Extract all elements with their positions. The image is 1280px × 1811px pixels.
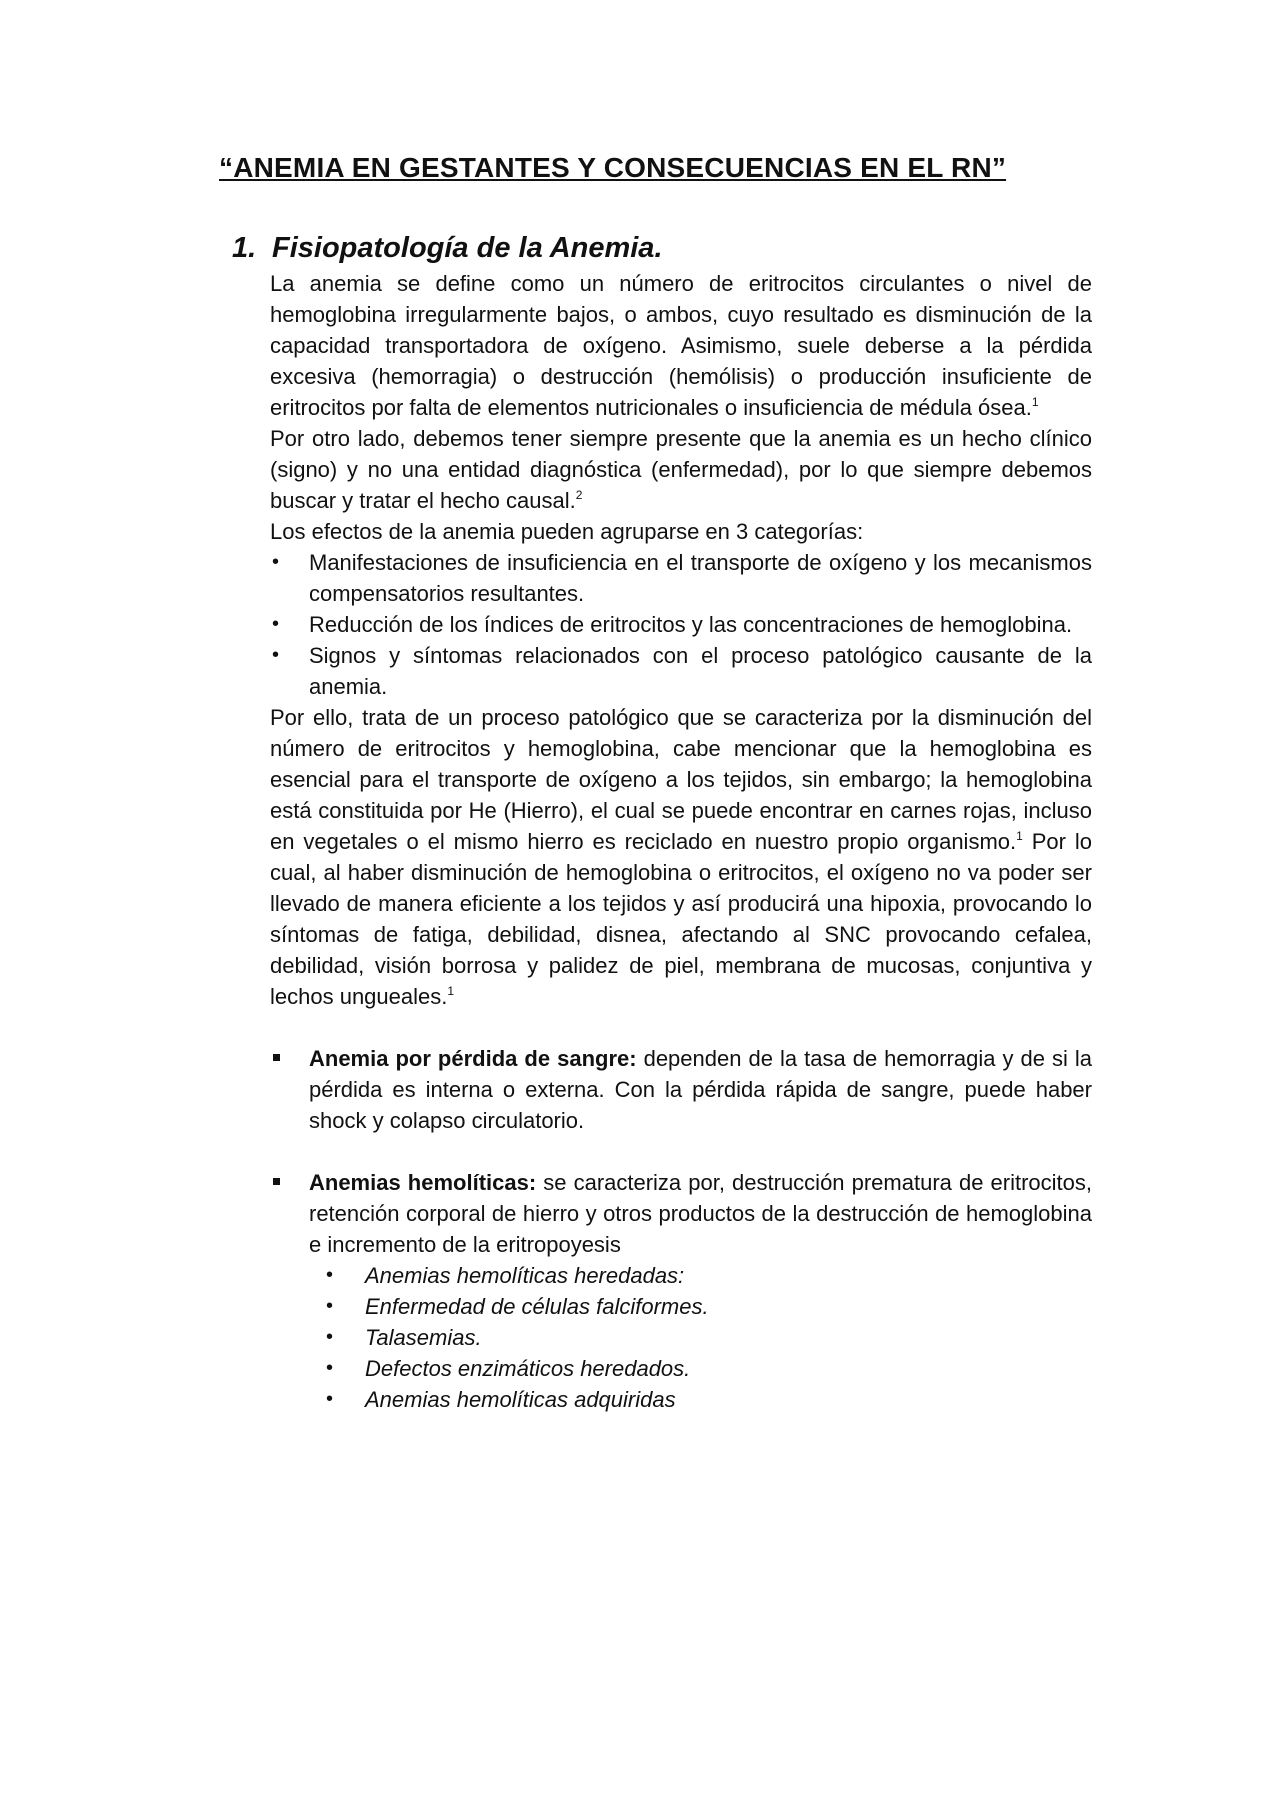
paragraph-definition-text: La anemia se define como un número de eritrocitos circulantes o nivel de hemoglobina irregularmente bajos, o ambos, cuyo resultado es disminución de la capacidad transportadora de oxígeno. Asimismo, suele deberse a la pérdida excesiva (hemorragia) o destrucción (hemólisis) o producción insuficiente de eritrocitos por falta de elementos nutricionales o insuficiencia de médula ósea.	[270, 271, 1092, 420]
list-item	[326, 1353, 1092, 1384]
list-item-text: Reducción de los índices de eritrocitos y las concentraciones de hemoglobina.	[309, 612, 1073, 637]
anemia-type-hemolytic	[270, 1167, 1092, 1415]
section-heading	[232, 232, 663, 265]
square-bullet-icon	[273, 1178, 280, 1185]
hemolytic-subtypes-list	[326, 1260, 1092, 1415]
citation-ref: 1	[1016, 829, 1023, 843]
bullet-icon: •	[326, 1326, 334, 1348]
bullet-icon: •	[272, 644, 280, 666]
list-item-text: Anemias hemolíticas adquiridas	[365, 1387, 676, 1412]
square-bullet-icon	[273, 1054, 280, 1061]
list-item	[326, 1291, 1092, 1322]
list-item-text: Talasemias.	[365, 1325, 482, 1350]
section-number: 1.	[232, 232, 257, 264]
anemia-types-list	[270, 1043, 1092, 1415]
list-item-text: Enfermedad de células falciformes.	[365, 1294, 709, 1319]
effects-category-list	[270, 547, 1092, 702]
list-item	[270, 640, 1092, 702]
citation-ref: 1	[1031, 395, 1039, 409]
list-item	[270, 609, 1092, 640]
paragraph-pathology-text-cont: Por lo cual, al haber disminución de hemoglobina o eritrocitos, el oxígeno no va poder ser llevado de manera eficiente a los tejidos y así producirá una hipoxia, provocando lo síntomas de fatiga, debilidad, disnea, afectando al SNC provocando cefalea, debilidad, visión borrosa y palidez de piel, membrana de mucosas, conjuntiva y lechos ungueales.	[270, 829, 1092, 1009]
bullet-icon: •	[326, 1357, 334, 1379]
list-item-text: Defectos enzimáticos heredados.	[365, 1356, 691, 1381]
anemia-type-text: se caracteriza por, destrucción prematura de eritrocitos, retención corporal de hierro y otros productos de la destrucción de hemoglobina e incremento de la eritropoyesis	[309, 1170, 1093, 1257]
anemia-type-text: dependen de la tasa de hemorragia y de si la pérdida es interna o externa. Con la pérdida rápida de sangre, puede haber shock y colapso circulatorio.	[309, 1046, 1092, 1133]
list-item	[270, 547, 1092, 609]
paragraph-clinical-sign	[270, 423, 1092, 516]
list-item-text: Manifestaciones de insuficiencia en el transporte de oxígeno y los mecanismos compensatorios resultantes.	[309, 550, 1092, 606]
paragraph-definition	[270, 268, 1092, 423]
list-item	[326, 1384, 1092, 1415]
paragraph-clinical-sign-text: Por otro lado, debemos tener siempre presente que la anemia es un hecho clínico (signo) y no una entidad diagnóstica (enfermedad), por lo que siempre debemos buscar y tratar el hecho causal.	[270, 426, 1092, 513]
section-heading-text: Fisiopatología de la Anemia.	[272, 232, 663, 264]
citation-ref: 1	[447, 984, 455, 998]
bullet-icon: •	[326, 1264, 334, 1286]
bullet-icon: •	[272, 551, 280, 573]
document-title: “ANEMIA EN GESTANTES Y CONSECUENCIAS EN EL RN”	[219, 152, 1007, 183]
paragraph-effects-intro: Los efectos de la anemia pueden agruparse en 3 categorías:	[270, 519, 864, 544]
paragraph-pathology-text: Por ello, trata de un proceso patológico que se caracteriza por la disminución del número de eritrocitos y hemoglobina, cabe mencionar que la hemoglobina es esencial para el transporte de oxígeno a los tejidos, sin embargo; la hemoglobina está constituida por He (Hierro), el cual se puede encontrar en carnes rojas, incluso en vegetales o el mismo hierro es reciclado en nuestro propio organismo.	[270, 705, 1092, 854]
list-item	[326, 1322, 1092, 1353]
bullet-icon: •	[326, 1388, 334, 1410]
list-item-text: Anemias hemolíticas heredadas:	[365, 1263, 685, 1288]
bullet-icon: •	[272, 613, 280, 635]
list-item	[326, 1260, 1092, 1291]
paragraph-pathology	[270, 702, 1092, 1012]
bullet-icon: •	[326, 1295, 334, 1317]
list-item-text: Signos y síntomas relacionados con el proceso patológico causante de la anemia.	[309, 643, 1092, 699]
anemia-type-blood-loss	[270, 1043, 1092, 1136]
section-body	[270, 268, 1092, 1446]
citation-ref: 2	[575, 488, 583, 502]
anemia-type-term: Anemias hemolíticas:	[309, 1170, 537, 1195]
anemia-type-term: Anemia por pérdida de sangre:	[309, 1046, 637, 1071]
